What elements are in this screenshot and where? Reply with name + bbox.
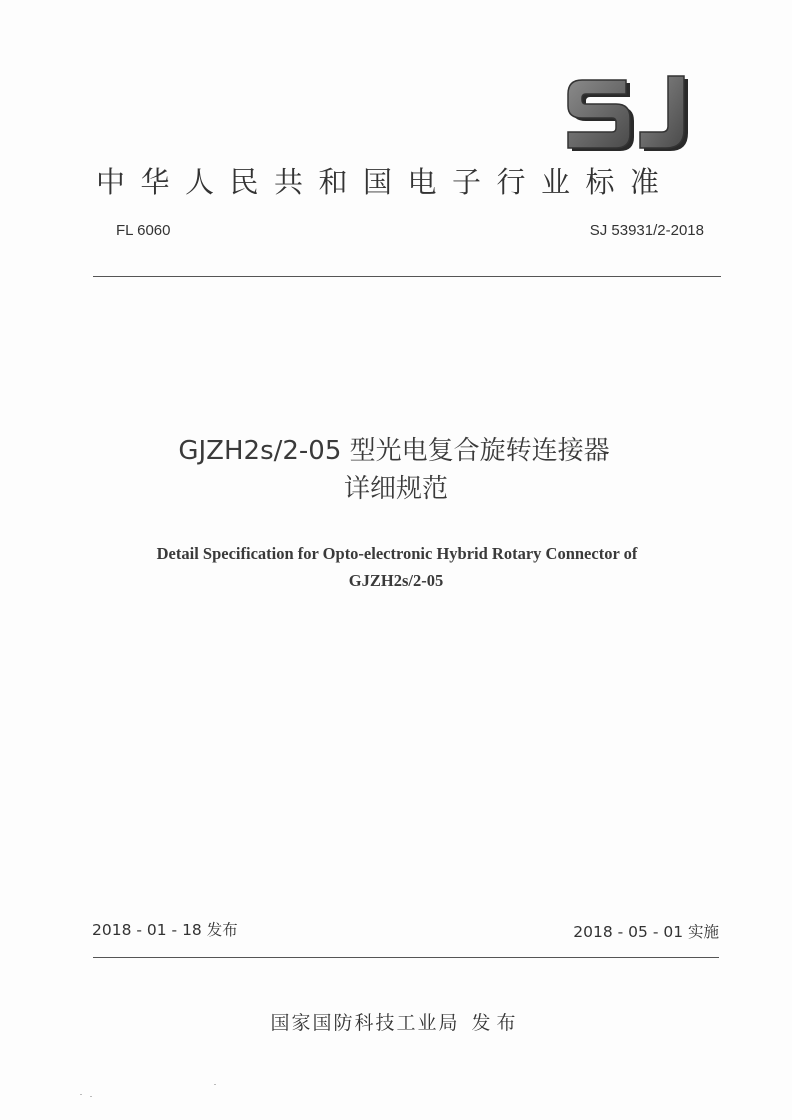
- header-divider: [93, 276, 721, 277]
- chinese-title-line-2: 详细规范: [343, 474, 448, 504]
- english-title-line-2: GJZH2s/2-05: [348, 571, 444, 590]
- chinese-title: [0, 432, 792, 508]
- implementation-date: 2018 - 05 - 01 实施: [573, 923, 719, 941]
- scan-speck: [90, 1096, 92, 1097]
- sj-logo-graphic: [560, 68, 700, 158]
- footer-divider: [93, 957, 719, 958]
- chinese-title-line-1: GJZH2s/2-05 型光电复合旋转连接器: [178, 436, 610, 466]
- publisher-suffix: 发布: [471, 1012, 522, 1034]
- english-title: [0, 540, 792, 594]
- standard-number: SJ 53931/2-2018: [589, 222, 704, 239]
- scan-speck: [214, 1084, 216, 1085]
- issue-date: 2018 - 01 - 18 发布: [92, 921, 238, 939]
- publisher-name: 国家国防科技工业局: [270, 1012, 460, 1034]
- scan-speck: [80, 1094, 82, 1095]
- org-title: 中华人民共和国电子行业标准: [96, 165, 675, 199]
- sj-logo: [560, 68, 700, 158]
- classification-code: FL 6060: [116, 222, 171, 239]
- publisher: [0, 1008, 792, 1035]
- english-title-line-1: Detail Specification for Opto-electronic Hybrid Rotary Connector of: [156, 544, 638, 563]
